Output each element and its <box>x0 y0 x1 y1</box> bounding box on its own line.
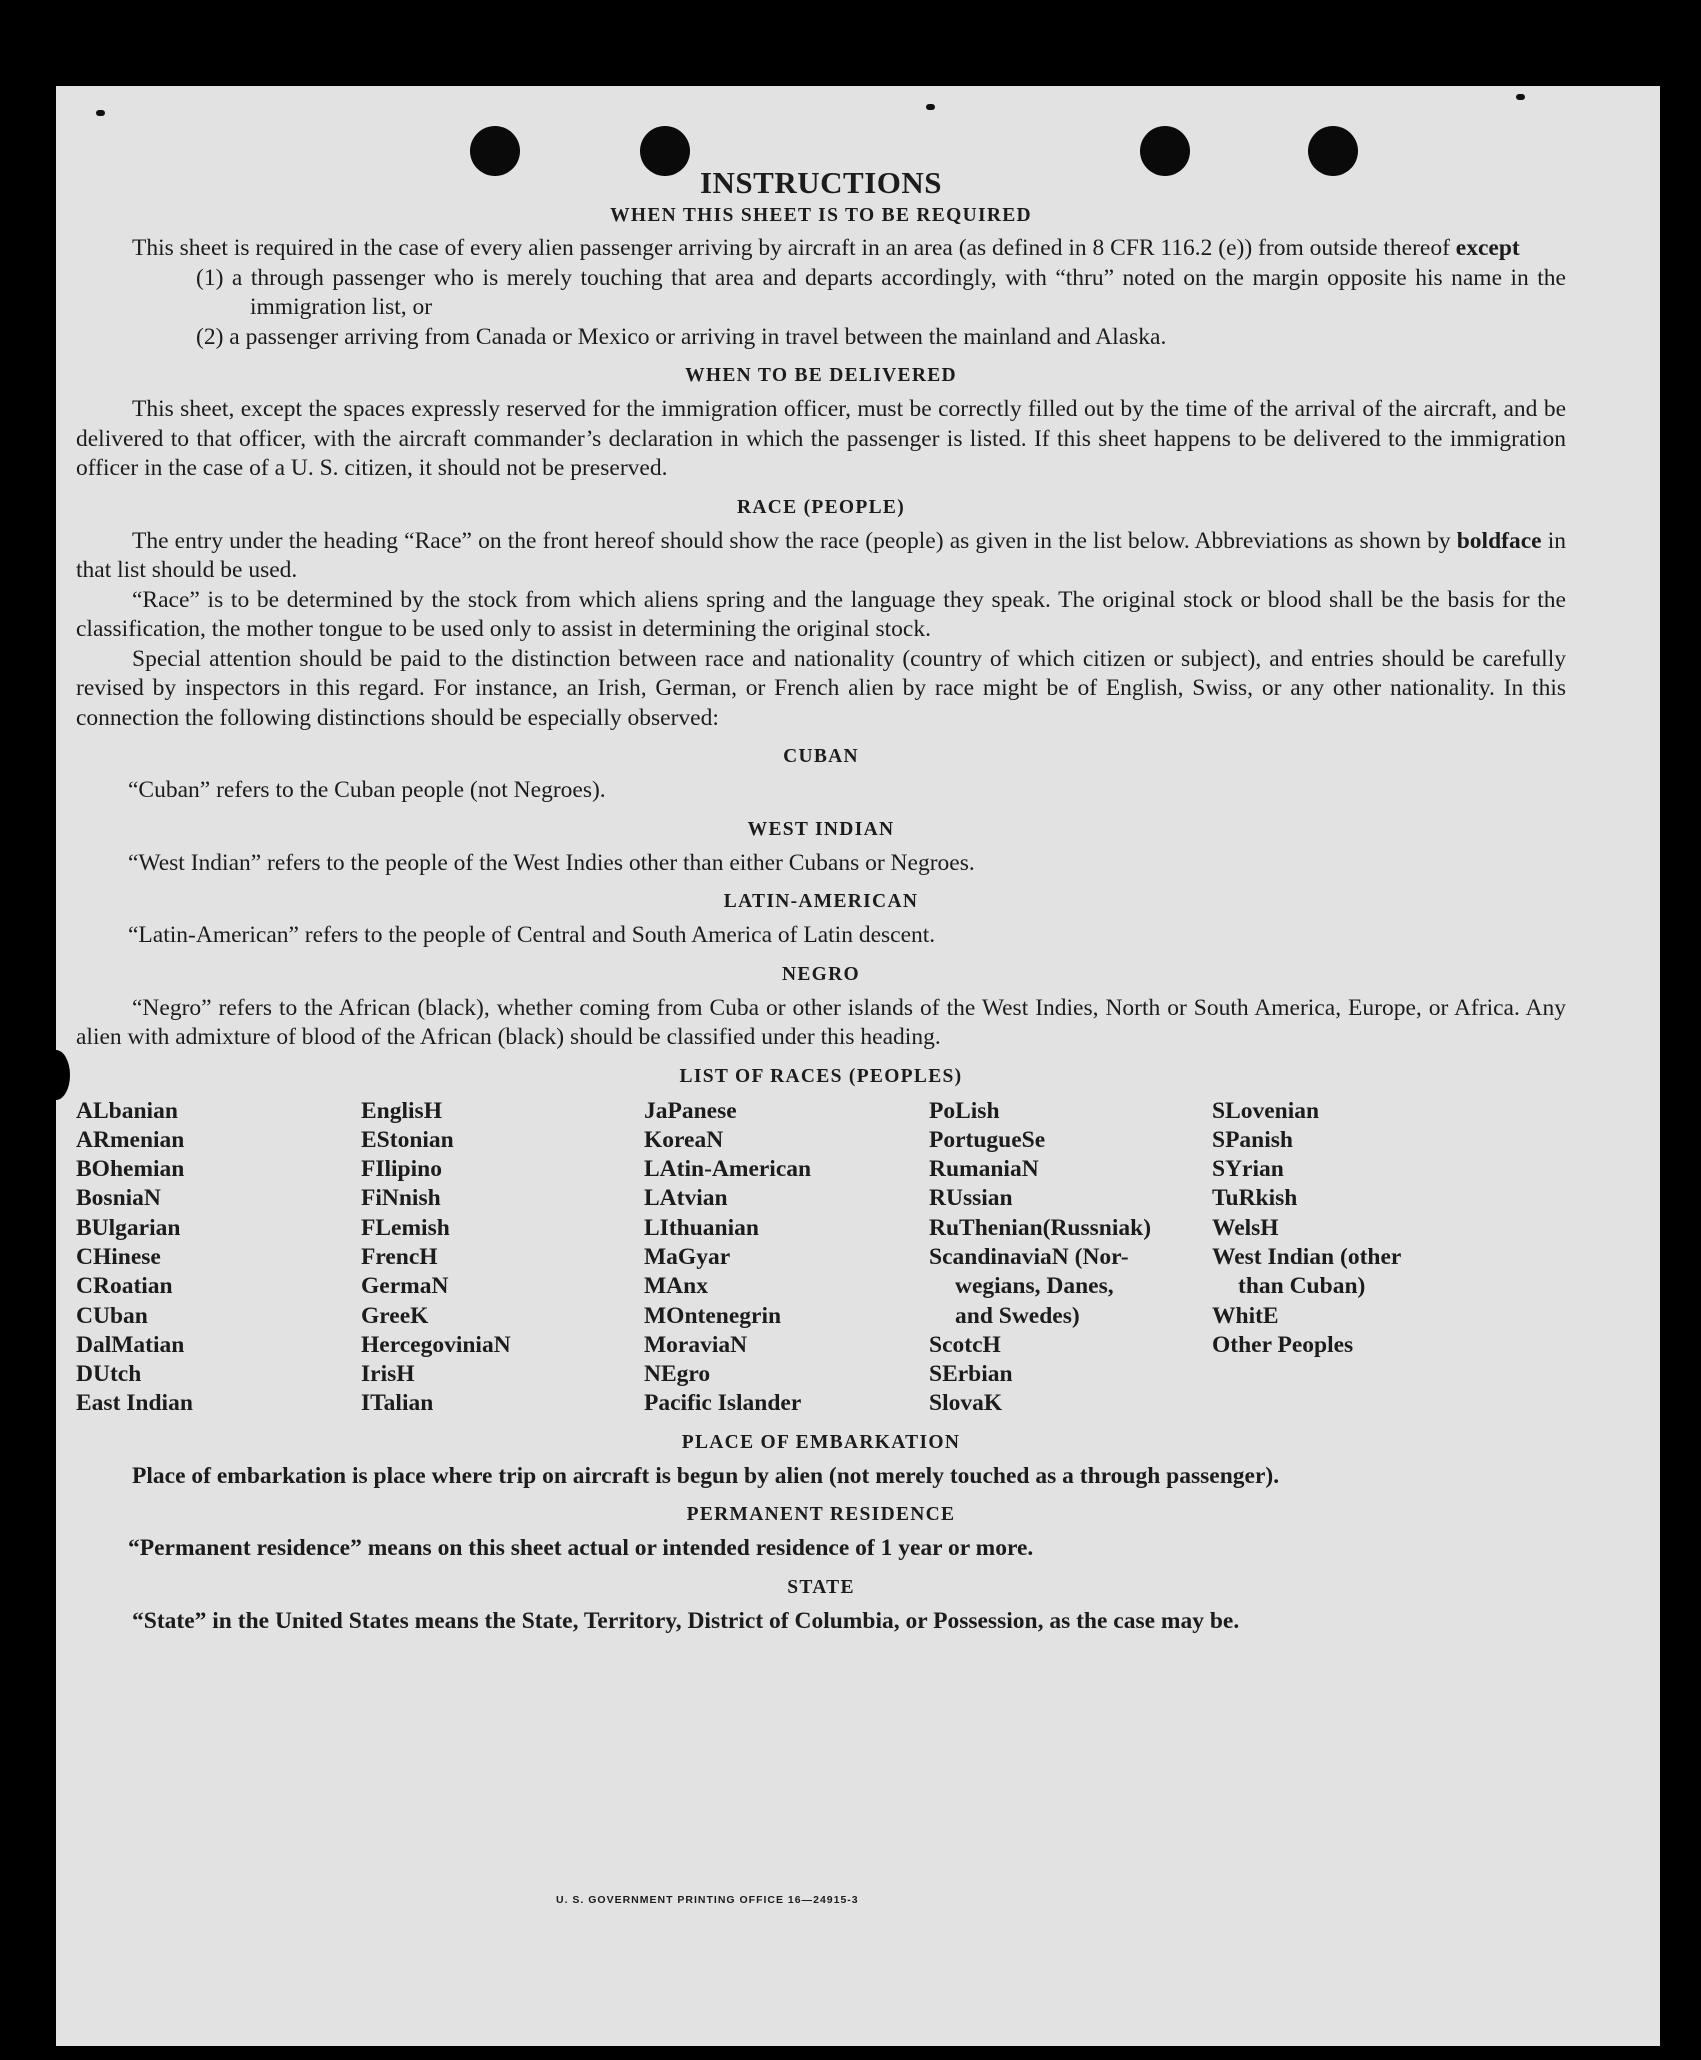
race-entry: KoreaN <box>644 1126 724 1153</box>
instructions-content <box>76 166 1566 1636</box>
race-entry: GreeK <box>361 1302 429 1329</box>
race-entry: LAtin-American <box>644 1156 812 1183</box>
required-intro: This sheet is required in the case of every alien passenger arriving by aircraft in an area (as defined in 8 CFR 116.2 (e)) from outside thereof except <box>132 235 1520 261</box>
heading-required: WHEN THIS SHEET IS TO BE REQUIRED <box>610 205 1032 226</box>
heading-list-of-races: LIST OF RACES (PEOPLES) <box>679 1065 963 1087</box>
negro-text: “Negro” refers to the African (black), whether coming from Cuba or other islands of the West Indies, North or South America, Europe, or Africa. Any alien with admixture of blood of the African (black) should be classified under this heading. <box>76 994 1566 1050</box>
race-entry: ALbanian <box>76 1097 178 1124</box>
race-entry: SErbian <box>929 1361 1013 1388</box>
latin-american-text: “Latin-American” refers to the people of Central and South America of Latin descent. <box>128 922 936 948</box>
race-entry: MAnx <box>644 1273 708 1300</box>
race-entry: West Indian (other <box>1212 1243 1402 1270</box>
race-entry: RumaniaN <box>929 1156 1039 1183</box>
race-entry: EnglisH <box>361 1097 442 1124</box>
race-entry: BosniaN <box>76 1185 161 1212</box>
residence-text: “Permanent residence” means on this sheet actual or intended residence of 1 year or more. <box>128 1535 1034 1562</box>
race-paragraph-1: The entry under the heading “Race” on the front hereof should show the race (people) as given in the list below. Abbreviations as shown by boldface in that list should be used. <box>76 527 1567 583</box>
speck <box>1516 94 1525 100</box>
race-entry: LAtvian <box>644 1185 728 1212</box>
race-entry: East Indian <box>76 1390 193 1417</box>
delivered-text: This sheet, except the spaces expressly reserved for the immigration officer, must be correctly filled out by the time of the arrival of the aircraft, and be delivered to that officer, with the aircraft commander’s declaration in which the passenger is listed. If this sheet happens to be delivered to the immigration officer in the case of a U. S. citizen, it should not be preserved. <box>76 396 1566 481</box>
race-entry: GermaN <box>361 1273 449 1300</box>
race-column <box>929 1097 1212 1419</box>
race-column <box>644 1097 929 1419</box>
speck <box>96 110 105 116</box>
heading-residence: PERMANENT RESIDENCE <box>686 1504 956 1526</box>
document-sheet <box>56 86 1660 2046</box>
race-entry: FrencH <box>361 1243 438 1270</box>
heading-negro: NEGRO <box>781 963 860 985</box>
race-entry: MaGyar <box>644 1243 731 1270</box>
race-entry: SlovaK <box>929 1390 1003 1417</box>
race-entry: SPanish <box>1212 1126 1293 1153</box>
required-clause-2: (2) a passenger arriving from Canada or Mexico or arriving in travel between the mainland and Alaska. <box>196 323 1167 350</box>
race-entry: CHinese <box>76 1243 161 1270</box>
race-entry: MOntenegrin <box>644 1302 782 1329</box>
heading-embarkation: PLACE OF EMBARKATION <box>681 1431 961 1453</box>
race-entry: SLovenian <box>1212 1097 1320 1124</box>
race-entry: ITalian <box>361 1390 434 1417</box>
race-column <box>1212 1097 1512 1419</box>
cuban-text: “Cuban” refers to the Cuban people (not Negroes). <box>128 777 606 803</box>
race-paragraph-3: Special attention should be paid to the distinction between race and nationality (country of which citizen or subject), and entries should be carefully revised by inspectors in this regard. For instance, an Irish, German, or French alien by race might be of English, Swiss, or any other nationality. In this connection the following distinctions should be especially observed: <box>76 645 1566 731</box>
race-entry: TuRkish <box>1212 1185 1298 1212</box>
race-column <box>76 1097 361 1419</box>
race-entry: WelsH <box>1212 1214 1279 1241</box>
required-clause-1: (1) a through passenger who is merely touching that area and departs accordingly, with “thru” noted on the margin opposite his name in the immigration list, or <box>196 264 1566 320</box>
printing-office-footer: U. S. GOVERNMENT PRINTING OFFICE 16—24915-3 <box>556 1894 859 1906</box>
state-text: “State” in the United States means the State, Territory, District of Columbia, or Possession, as the case may be. <box>132 1607 1240 1634</box>
race-entry: DUtch <box>76 1361 142 1388</box>
edge-notch <box>42 1050 70 1100</box>
race-entry: BOhemian <box>76 1156 185 1183</box>
race-entry: DalMatian <box>76 1331 185 1358</box>
race-entry: PoLish <box>929 1097 1000 1124</box>
race-entry: MoraviaN <box>644 1331 748 1358</box>
race-entry: Pacific Islander <box>644 1390 802 1417</box>
race-entry: FLemish <box>361 1214 450 1241</box>
race-column <box>361 1097 644 1419</box>
race-entry: BUlgarian <box>76 1214 181 1241</box>
race-entry: RUssian <box>929 1185 1013 1212</box>
race-entry: IrisH <box>361 1361 415 1388</box>
race-entry: FIlipino <box>361 1156 442 1183</box>
race-entry: ARmenian <box>76 1126 185 1153</box>
heading-west-indian: WEST INDIAN <box>747 818 895 840</box>
heading-latin-american: LATIN-AMERICAN <box>723 891 919 912</box>
race-entry: JaPanese <box>644 1097 737 1124</box>
race-entry: ScandinaviaN (Nor- <box>929 1243 1129 1270</box>
heading-cuban: CUBAN <box>783 746 859 767</box>
race-paragraph-2: “Race” is to be determined by the stock from which aliens spring and the language they speak. The original stock or blood shall be the basis for the classification, the mother tongue to be used only to assist in determining the original stock. <box>76 586 1566 642</box>
race-entry: HercegoviniaN <box>361 1331 511 1358</box>
race-entry: SYrian <box>1212 1156 1284 1183</box>
race-entry: RuThenian(Russniak) <box>929 1214 1152 1241</box>
race-entry: and Swedes) <box>955 1302 1080 1329</box>
speck <box>926 104 935 110</box>
embarkation-text: Place of embarkation is place where trip on aircraft is begun by alien (not merely touched as a through passenger). <box>132 1462 1280 1489</box>
race-entry: WhitE <box>1212 1302 1279 1329</box>
page-title: INSTRUCTIONS <box>699 165 942 200</box>
race-entry: EStonian <box>361 1126 454 1153</box>
heading-race: RACE (PEOPLE) <box>736 496 906 518</box>
race-list <box>76 1097 1566 1419</box>
heading-delivered: WHEN TO BE DELIVERED <box>685 365 957 386</box>
race-entry: LIthuanian <box>644 1214 759 1241</box>
race-entry: PortugueSe <box>929 1126 1046 1153</box>
west-indian-text: “West Indian” refers to the people of the West Indies other than either Cubans or Negroes. <box>128 849 975 876</box>
race-entry: wegians, Danes, <box>955 1273 1114 1300</box>
race-entry: Other Peoples <box>1212 1331 1354 1358</box>
race-entry: NEgro <box>644 1361 711 1388</box>
race-entry: than Cuban) <box>1238 1273 1366 1300</box>
race-entry: ScotcH <box>929 1331 1001 1358</box>
race-entry: CRoatian <box>76 1273 173 1300</box>
race-entry: FiNnish <box>361 1185 441 1212</box>
race-entry: CUban <box>76 1302 148 1329</box>
heading-state: STATE <box>787 1576 855 1598</box>
